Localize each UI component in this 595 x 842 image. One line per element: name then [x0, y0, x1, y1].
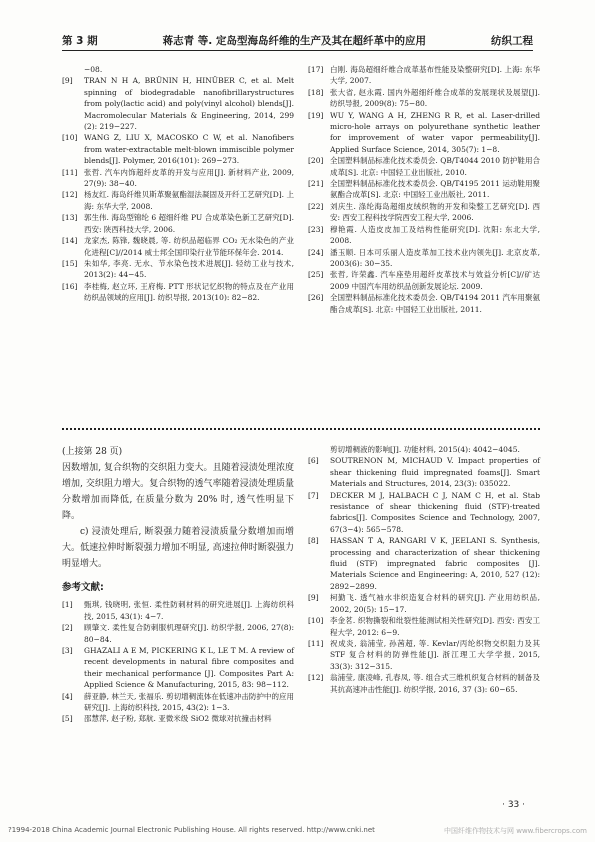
reference-entry: [308, 615, 540, 638]
references-bottom-right: [308, 444, 540, 695]
reference-entry: [308, 444, 540, 455]
reference-text: 刘庆生. 涤纶海岛超细皮绒织物的开发和染整工艺研究[D]. 西安: 西安工程科技学院西安工程大学, 2006.: [330, 201, 540, 223]
reference-text: 祝成炎, 翁浦莹, 孙茜超, 等. Kevlar/丙纶织物交织阻力及其 STF 复合材料的防弹性能[J]. 浙江理工大学学报, 2015, 33(3): 312−315.: [330, 638, 540, 671]
reference-text: 顾肇文. 柔性复合防刺服机理研究[J]. 纺织学报, 2006, 27(8): 80−84.: [84, 623, 294, 644]
reference-number: [24]: [308, 247, 324, 257]
reference-text: 翁浦莹, 康凌峰, 孔春凤, 等. 组合式三维机织复合材料的制备及其抗高速冲击性能[J]. 纺织学报, 2016, 37 (3): 60−65.: [330, 673, 540, 694]
conclusion-paragraph: 因数增加, 复合织物的交织阻力变大。且随着浸渍处理浓度增加, 交织阻力增大。复合织物的透气率随着浸渍处理质量分数增加而降低, 在质量分数为 20% 时, 透气性明显下降。: [62, 463, 294, 521]
reference-number: [13]: [62, 213, 78, 223]
reference-number: [10]: [62, 133, 78, 143]
reference-number: [19]: [308, 110, 324, 120]
reference-number: [11]: [308, 638, 324, 648]
reference-number: [15]: [62, 258, 78, 268]
reference-text: 白刚. 海岛超细纤维合成革基布性能及染整研究[D]. 上海: 东华大学, 2007.: [330, 65, 540, 86]
reference-entry: [62, 281, 294, 304]
reference-entry: [62, 64, 294, 75]
reference-entry: [62, 212, 294, 235]
reference-text: 张大省, 赵永霞. 国内外超细纤维合成革的发展现状及展望[J]. 纺织导报, 2009(8): 75−80.: [330, 87, 540, 109]
reference-number: [2]: [62, 623, 73, 633]
reference-entry: [308, 535, 540, 592]
reference-text: DECKER M J, HALBACH C J, NAM C H, et al. Stab resistance of shear thickening fluid (STF)-treated fabrics[J]. Composites Science and Technology, 2007, 67(3−4): 565−578.: [330, 490, 540, 534]
reference-entry: [62, 235, 294, 258]
reference-entry: [308, 247, 540, 270]
reference-text: WANG Z, LIU X, MACOSKO C W, et al. Nanofibers from water-extractable melt-blown immiscible polymer blends[J]. Polymer, 2016(101): 269−273.: [84, 133, 294, 166]
reference-text: −08.: [84, 65, 103, 74]
page-footer: [0, 826, 595, 836]
reference-entry: [62, 622, 294, 645]
reference-entry: [308, 455, 540, 489]
reference-entry: [308, 201, 540, 224]
reference-entry: [308, 178, 540, 201]
reference-text: 邵慧萍, 赵子粉, 郑航. 亚微米级 SiO2 微球对抗撞击材料: [84, 714, 272, 724]
reference-number: [8]: [308, 536, 319, 546]
reference-text: 全国塑料制品标准化技术委员会. QB/T4044 2010 防护鞋用合成革[S]. 北京: 中国轻工业出版社, 2010.: [330, 156, 540, 177]
reference-text: 龙家杰, 陈锋, 魏晓晨, 等. 纺织品超临界 CO₂ 无水染色的产业化进程[C]//2014 威士邦全国印染行业节能环保年会. 2014.: [84, 236, 294, 257]
reference-number: [21]: [308, 179, 324, 189]
reference-text: 柯勤飞. 透气袖水非织造复合材料的研究[J]. 产业用纺织品, 2002, 20(5): 15−17.: [330, 593, 540, 614]
reference-text: 剪切增稠液的影响[J]. 功能材料, 2015(4): 4042−4045.: [330, 445, 520, 454]
reference-entry: [62, 132, 294, 166]
reference-entry: [62, 645, 294, 691]
reference-number: [18]: [308, 87, 324, 97]
reference-text: 张哲, 许荣鑫. 汽车座垫用超纤皮革技术与效益分析[C]//矿达 2009 中国汽车用纺织品创新发展论坛. 2009.: [330, 270, 540, 291]
watermark: 中国纤维作物技术与网 www.fibercrops.com: [444, 827, 587, 835]
reference-text: 甄琪, 钱晓明, 张恒. 柔性防刺材料的研究进展[J]. 上海纺织科技, 2015, 43(1): 4−7.: [84, 600, 294, 621]
reference-number: [12]: [62, 190, 78, 200]
reference-text: 薛亚静, 林兰天, 张福乐. 剪切增稠流体在低速冲击防护中的应用研究[J]. 上海纺织科技, 2015, 43(2): 1−3.: [84, 691, 294, 713]
reference-number: [26]: [308, 293, 324, 303]
reference-text: 潘玉顺. 日本可乐丽人造皮革加工技术业内领先[J]. 北京皮革, 2003(6): 30−35.: [330, 247, 540, 268]
reference-text: 杨友红. 海岛纤维贝斯革聚氨酯湿法凝固及开纤工艺研究[D]. 上海: 东华大学, 2008.: [84, 190, 294, 211]
reference-text: 全国塑料制品标准化技术委员会. QB/T4195 2011 运动鞋用聚氨酯合成革[S]. 北京: 中国轻工业出版社, 2011.: [330, 179, 540, 200]
continued-from-label: (上接第 28 页): [62, 447, 123, 457]
reference-number: [9]: [308, 593, 319, 603]
reference-entry: [62, 713, 294, 724]
reference-entry: [308, 155, 540, 178]
reference-number: [9]: [62, 76, 73, 86]
references-heading: 参考文献:: [62, 582, 104, 593]
reference-entry: [308, 672, 540, 695]
reference-number: [3]: [62, 646, 73, 656]
reference-text: 李金茗. 织物撕裂和纰裂性能测试相关性研究[D]. 西安: 西安工程大学, 2012: 6−9.: [330, 616, 540, 637]
reference-number: [10]: [308, 616, 324, 626]
reference-text: HASSAN T A, RANGARI V K, JEELANI S. Synthesis, processing and characterization of shear thickening fluid (STF) impregnated fabric composites [J]. Materials Science and Engineering: A, 2010, 527 (12): 2892−2899.: [330, 536, 540, 591]
references-top-right: [308, 64, 540, 315]
reference-number: [11]: [62, 167, 78, 177]
reference-entry: [308, 592, 540, 615]
reference-number: [4]: [62, 691, 73, 701]
reference-entry: [308, 269, 540, 292]
reference-text: GHAZALI A E M, PICKERING K L, LE T M. A review of recent developments in natural fibre composites and their mechanical performance [J]. Composites Part A: Applied Science & Manufacturing, 2015, 83: 98−112.: [84, 646, 294, 690]
running-title: 蒋志青 等. 定岛型海岛纤维的生产及其在超纤革中的应用: [162, 35, 426, 47]
reference-entry: [308, 87, 540, 110]
page-header: [62, 24, 533, 51]
reference-text: SOUTRENON M, MICHAUD V. Impact properties of shear thickening fluid impregnated foams[J]. Smart Materials and Structures, 2014, 23(3): 035022.: [330, 456, 540, 489]
reference-entry: [62, 75, 294, 132]
reference-entry: [308, 638, 540, 672]
issue-label: 第 3 期: [62, 35, 98, 47]
reference-entry: [308, 292, 540, 315]
reference-number: [12]: [308, 673, 324, 683]
reference-entry: [62, 691, 294, 714]
reference-number: [308, 444, 330, 455]
reference-number: [5]: [62, 714, 73, 724]
reference-entry: [308, 490, 540, 536]
article-continuation: [62, 444, 294, 725]
reference-entry: [308, 224, 540, 247]
reference-entry: [62, 189, 294, 212]
reference-number: [23]: [308, 224, 324, 234]
reference-entry: [308, 110, 540, 156]
references-top-left: [62, 64, 294, 304]
copyright-notice: ?1994-2018 China Academic Journal Electronic Publishing House. All rights reserved. http://www.cnki.net: [8, 826, 375, 834]
reference-text: WU Y, WANG A H, ZHENG R R, et al. Laser-drilled micro-hole arrays on polyurethane synthetic leather for improvement of water vapor permeability[J]. Applied Surface Science, 2014, 305(7): 1−8.: [330, 110, 540, 154]
reference-number: [16]: [62, 281, 78, 291]
reference-number: [7]: [308, 490, 319, 500]
reference-text: 朱如华, 李亮. 无水、节水染色技术进展[J]. 轻纺工业与技术, 2013(2): 44−45.: [84, 258, 294, 280]
page-number: · 33 ·: [502, 800, 525, 810]
reference-entry: [62, 599, 294, 622]
section-divider: [62, 428, 540, 430]
reference-number: [14]: [62, 236, 78, 246]
reference-text: 李桂梅, 赵立环, 王府梅. PTT 形状记忆织物的特点及在产业用纺织品领域的应用[J]. 纺织导报, 2013(10): 82−82.: [84, 281, 294, 303]
conclusion-paragraph: c) 浸渍处理后, 断裂强力随着浸渍质量分数增加而增大。低速拉伸时断裂强力增加不明显, 高速拉伸时断裂强力明显增大。: [62, 527, 294, 569]
reference-number: [17]: [308, 65, 324, 74]
reference-entry: [62, 167, 294, 190]
reference-number: [62, 64, 84, 75]
reference-text: TRAN N H A, BRÜNIN H, HINÜBER C, et al. Melt spinning of biodegradable nanofibrillarystructures from poly(lactic acid) and poly(vinyl alcohol) blends[J]. Macromolecular Materials & Engineering, 2014, 299 (2): 219−227.: [84, 76, 294, 132]
reference-text: 张哲. 汽车内饰超纤皮革的开发与应用[J]. 新材料产业, 2009, 27(9): 38−40.: [84, 167, 294, 189]
reference-text: 郭生伟. 海岛型锦纶 6 超细纤维 PU 合成革染色新工艺研究[D]. 西安: 陕西科技大学, 2006.: [84, 213, 294, 234]
reference-number: [6]: [308, 456, 319, 466]
reference-number: [20]: [308, 156, 324, 166]
reference-number: [22]: [308, 201, 324, 211]
reference-entry: [308, 64, 540, 87]
reference-text: 全国塑料制品标准化技术委员会. QB/T4194 2011 汽车用聚氨酯合成革[S]. 北京: 中国轻工业出版社, 2011.: [330, 293, 540, 314]
journal-name: 纺织工程: [491, 35, 533, 47]
reference-entry: [62, 258, 294, 281]
reference-text: 穆艳霞. 人造皮皮加工及结构性能研究[D]. 沈阳: 东北大学, 2008.: [330, 224, 540, 246]
references-bottom-left: [62, 599, 294, 724]
reference-number: [1]: [62, 600, 73, 610]
reference-number: [25]: [308, 270, 324, 280]
